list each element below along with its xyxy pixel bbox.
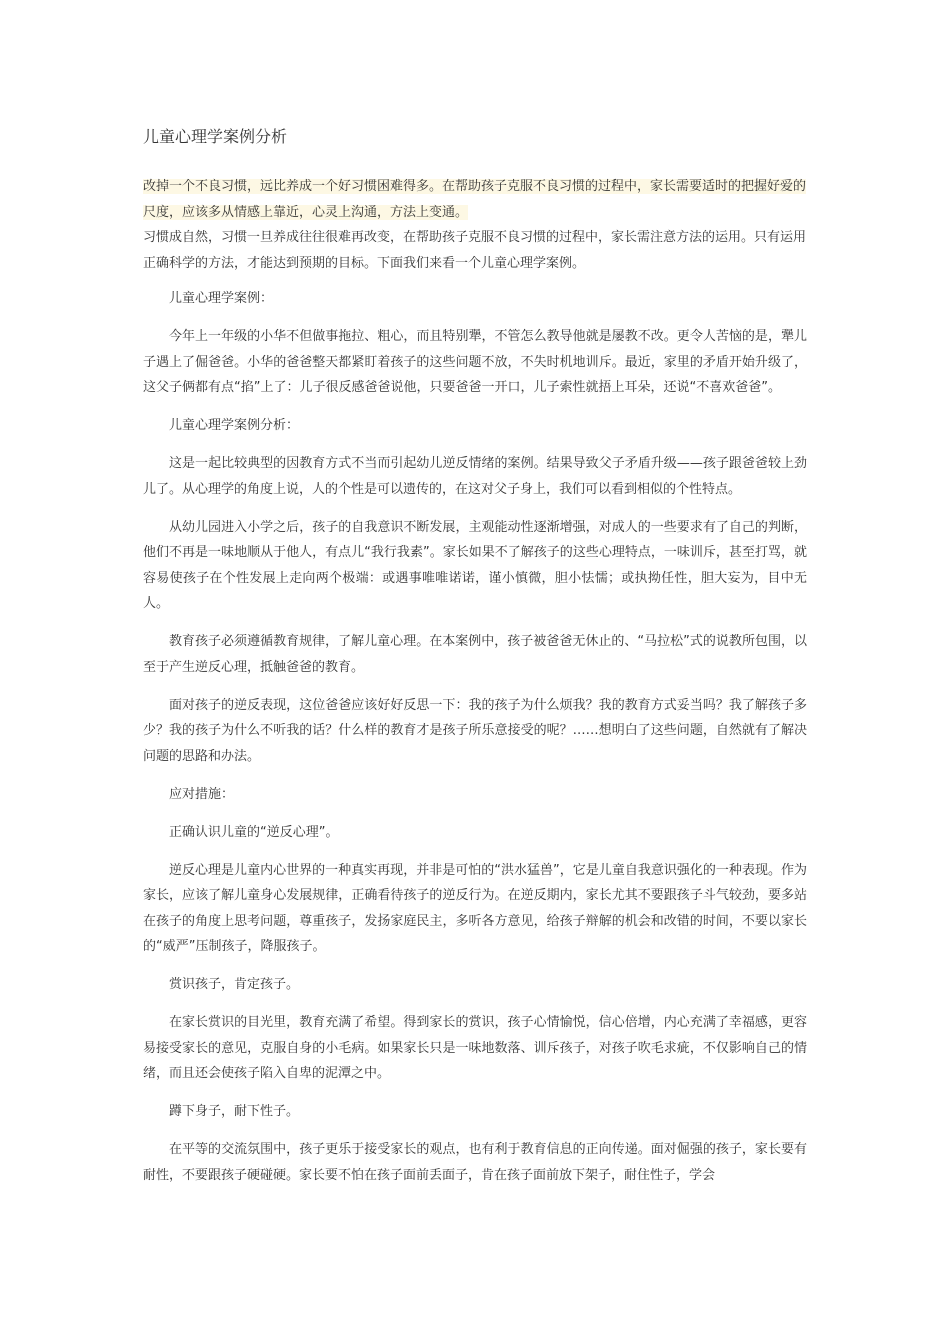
body-paragraph: 逆反心理是儿童内心世界的一种真实再现，并非是可怕的“洪水猛兽”，它是儿童自我意识强化的一种表现。作为家长，应该了解儿童身心发展规律，正确看待孩子的逆反行为。在逆反期内，家长尤其不要跟孩子斗气较劲，要多站在孩子的角度上思考问题，尊重孩子，发扬家庭民主，多听各方意见，给孩子辩解的机会和改错的时间，不要以家长的“威严”压制孩子，降服孩子。 <box>143 862 807 954</box>
document-page <box>143 122 807 1201</box>
body-paragraph: 教育孩子必须遵循教育规律，了解儿童心理。在本案例中，孩子被爸爸无休止的、“马拉松”式的说教所包围，以至于产生逆反心理，抵触爸爸的教育。 <box>143 634 807 675</box>
body-paragraph: 这是一起比较典型的因教育方式不当而引起幼儿逆反情绪的案例。结果导致父子矛盾升级——孩子跟爸爸较上劲儿了。从心理学的角度上说，人的个性是可以遗传的，在这对父子身上，我们可以看到相似的个性特点。 <box>143 456 807 497</box>
body-paragraph: 面对孩子的逆反表现，这位爸爸应该好好反思一下：我的孩子为什么烦我？我的教育方式妥当吗？我了解孩子多少？我的孩子为什么不听我的话？什么样的教育才是孩子所乐意接受的呢？……想明白了这些问题，自然就有了解决问题的思路和办法。 <box>143 697 807 764</box>
summary-paragraph <box>143 174 807 225</box>
section-heading-measures: 应对措施： <box>169 786 235 802</box>
body-paragraph: 今年上一年级的小华不但做事拖拉、粗心，而且特别犟，不管怎么教导他就是屡教不改。更令人苦恼的是，犟儿子遇上了倔爸爸。小华的爸爸整天都紧盯着孩子的这些问题不放，不失时机地训斥。最近，家里的矛盾开始升级了，这父子俩都有点“掐”上了：儿子很反感爸爸说他，只要爸爸一开口，儿子索性就捂上耳朵，还说“不喜欢爸爸”。 <box>143 329 807 395</box>
subheading-measure: 蹲下身子，耐下性子。 <box>169 1104 300 1119</box>
subheading-measure: 赏识孩子，肯定孩子。 <box>169 977 300 992</box>
document-title: 儿童心理学案例分析 <box>143 127 288 146</box>
body-paragraph: 从幼儿园进入小学之后，孩子的自我意识不断发展，主观能动性逐渐增强，对成人的一些要求有了自己的判断，他们不再是一味地顺从于他人，有点儿“我行我素”。家长如果不了解孩子的这些心理特点，一味训斥，甚至打骂，就容易使孩子在个性发展上走向两个极端：或遇事唯唯诺诺，谨小慎微，胆小怯懦；或执拗任性，胆大妄为，目中无人。 <box>143 519 807 611</box>
section-heading-analysis: 儿童心理学案例分析： <box>169 418 300 433</box>
section-heading-case: 儿童心理学案例： <box>169 291 274 306</box>
body-paragraph: 在平等的交流氛围中，孩子更乐于接受家长的观点，也有利于教育信息的正向传递。面对倔强的孩子，家长要有耐性，不要跟孩子硬碰硬。家长要不怕在孩子面前丢面子，肯在孩子面前放下架子，耐住性子，学会 <box>143 1142 807 1183</box>
summary-highlight: 改掉一个不良习惯，远比养成一个好习惯困难得多。在帮助孩子克服不良习惯的过程中，家长需要适时的把握好爱的尺度，应该多从情感上靠近，心灵上沟通，方法上变通。 <box>143 179 807 220</box>
subheading-measure: 正确认识儿童的“逆反心理”。 <box>169 824 339 840</box>
body-paragraph: 在家长赏识的目光里，教育充满了希望。得到家长的赏识，孩子心情愉悦，信心倍增，内心充满了幸福感，更容易接受家长的意见，克服自身的小毛病。如果家长只是一味地数落、训斥孩子，对孩子吹毛求疵，不仅影响自己的情绪，而且还会使孩子陷入自卑的泥潭之中。 <box>143 1015 807 1081</box>
intro-paragraph: 习惯成自然，习惯一旦养成往往很难再改变，在帮助孩子克服不良习惯的过程中，家长需注意方法的运用。只有运用正确科学的方法，才能达到预期的目标。下面我们来看一个儿童心理学案例。 <box>143 230 807 271</box>
